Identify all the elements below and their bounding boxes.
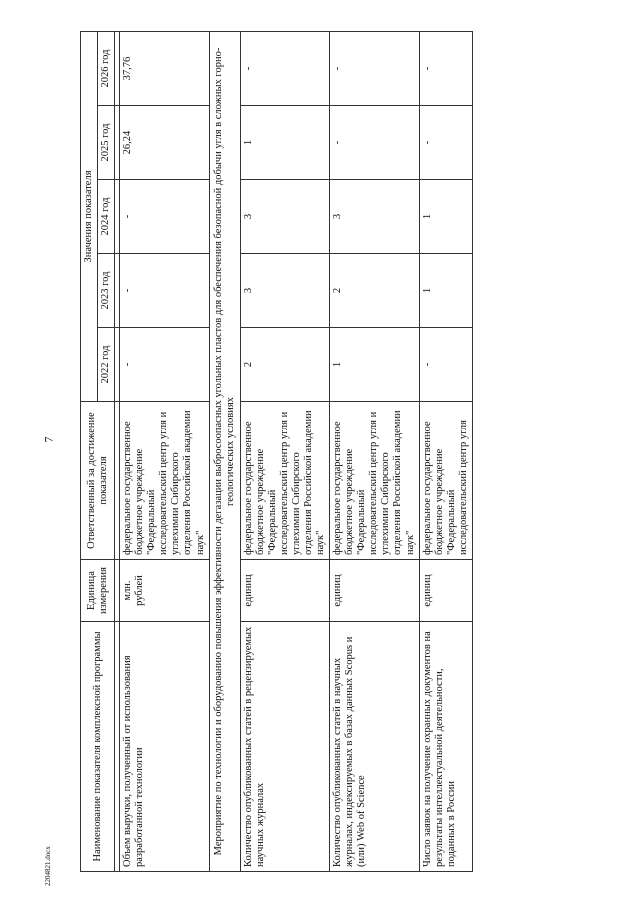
header-unit: Единица измерения	[81, 560, 115, 622]
value-cell: -	[120, 180, 209, 254]
indicator-unit: млн. рублей	[120, 560, 209, 622]
indicator-unit: единиц	[419, 560, 472, 622]
value-cell: -	[330, 32, 419, 106]
value-cell: -	[120, 328, 209, 402]
header-year: 2022 год	[98, 328, 115, 402]
value-cell: 1	[419, 180, 472, 254]
table-row	[330, 32, 419, 872]
indicators-table	[80, 31, 473, 872]
indicator-responsible: федеральное государственное бюджетное учреждение "Федеральный исследовательский центр угля	[419, 402, 472, 560]
header-year: 2024 год	[98, 180, 115, 254]
value-cell: 3	[330, 180, 419, 254]
value-cell: 2	[330, 254, 419, 328]
indicator-name: Число заявок на получение охранных документов на результаты интеллектуальной деятельности, поданных в России	[419, 622, 472, 872]
indicator-unit: единиц	[330, 560, 419, 622]
table-row	[120, 32, 209, 872]
value-cell: -	[120, 254, 209, 328]
value-cell: -	[419, 106, 472, 180]
table-row	[240, 32, 329, 872]
indicator-unit: единиц	[240, 560, 329, 622]
indicator-responsible: федеральное государственное бюджетное учреждение "Федеральный исследовательский центр угля и углехимии Сибирского отделения Российской академии наук"	[330, 402, 419, 560]
document-code: 2204821.docx	[44, 846, 52, 886]
value-cell: -	[240, 32, 329, 106]
section-title: Мероприятие по технологии и оборудованию повышения эффективности дегазации выбросоопасных угольных пластов для обеспечения безопасной добычи угля в сложных горно-геологических условиях	[209, 32, 240, 872]
value-cell: 1	[240, 106, 329, 180]
page-number: 7	[41, 436, 56, 443]
value-cell: -	[419, 32, 472, 106]
value-cell: 2	[240, 328, 329, 402]
indicator-name: Объем выручки, полученный от использования разработанной технологии	[120, 622, 209, 872]
header-year: 2026 год	[98, 32, 115, 106]
table-row	[419, 32, 472, 872]
value-cell: 1	[330, 328, 419, 402]
header-values-group: Значения показателя	[81, 32, 98, 402]
indicator-name: Количество опубликованных статей в научных журналах, индексируемых в базах данных Scopus и (или) Web of Science	[330, 622, 419, 872]
value-cell: 3	[240, 180, 329, 254]
indicator-responsible: федеральное государственное бюджетное учреждение "Федеральный исследовательский центр угля и углехимии Сибирского отделения Российской академии наук"	[240, 402, 329, 560]
header-year: 2025 год	[98, 106, 115, 180]
header-row	[81, 32, 98, 872]
section-row	[209, 32, 240, 872]
value-cell: -	[419, 328, 472, 402]
header-year: 2023 год	[98, 254, 115, 328]
header-name: Наименование показателя комплексной программы	[81, 622, 115, 872]
value-cell: -	[330, 106, 419, 180]
indicator-responsible: федеральное государственное бюджетное учреждение "Федеральный исследовательский центр угля и углехимии Сибирского отделения Российской академии наук"	[120, 402, 209, 560]
value-cell: 1	[419, 254, 472, 328]
indicator-name: Количество опубликованных статей в рецензируемых научных журналах	[240, 622, 329, 872]
header-responsible: Ответственный за достижение показателя	[81, 402, 115, 560]
rotated-page-content	[80, 32, 640, 872]
value-cell: 3	[240, 254, 329, 328]
value-cell: 26,24	[120, 106, 209, 180]
value-cell: 37,76	[120, 32, 209, 106]
